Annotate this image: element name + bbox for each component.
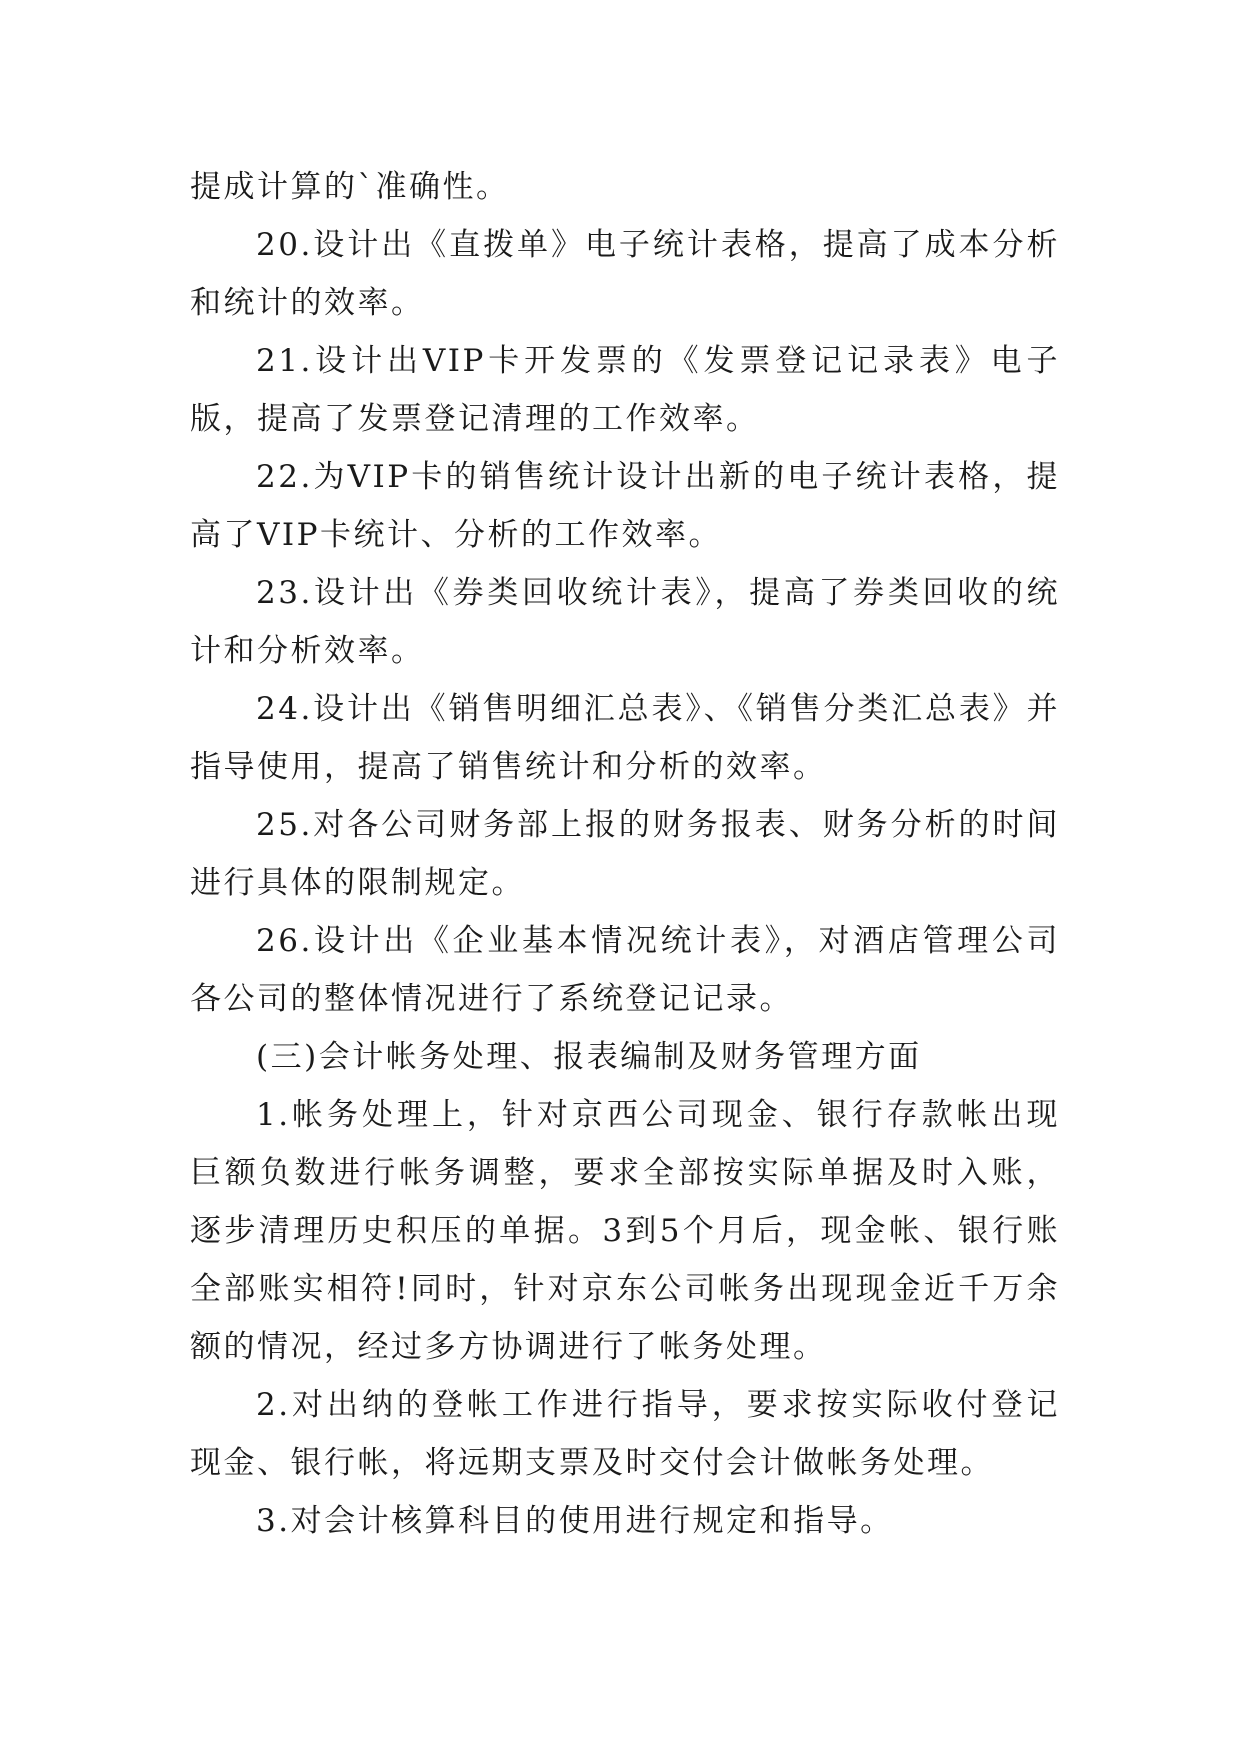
paragraph-item-3: 3.对会计核算科目的使用进行规定和指导。 [256,1503,894,1539]
paragraph-item-24: 24.设计出《销售明细汇总表》、《销售分类汇总表》并指导使用，提高了销售统计和分析的效率。 [190,691,1060,785]
paragraph-item-22: 22.为VIP卡的销售统计设计出新的电子统计表格，提高了VIP卡统计、分析的工作效率。 [190,459,1060,553]
paragraph-item-1: 1.帐务处理上，针对京西公司现金、银行存款帐出现巨额负数进行帐务调整，要求全部按实际单据及时入账，逐步清理历史积压的单据。3到5个月后，现金帐、银行账全部账实相符!同时，针对京东公司帐务出现现金近千万余额的情况，经过多方协调进行了帐务处理。 [190,1097,1060,1365]
paragraph-item-21: 21.设计出VIP卡开发票的《发票登记记录表》电子版，提高了发票登记清理的工作效率。 [190,343,1060,437]
paragraph-item-2: 2.对出纳的登帐工作进行指导，要求按实际收付登记现金、银行帐，将远期支票及时交付会计做帐务处理。 [190,1387,1060,1481]
paragraph-item-25: 25.对各公司财务部上报的财务报表、财务分析的时间进行具体的限制规定。 [190,807,1060,901]
paragraph-item-26: 26.设计出《企业基本情况统计表》，对酒店管理公司各公司的整体情况进行了系统登记记录。 [190,923,1060,1017]
paragraph-item-23: 23.设计出《券类回收统计表》，提高了券类回收的统计和分析效率。 [190,575,1060,669]
paragraph-continuation: 提成计算的`准确性。 [190,169,510,205]
section-heading: (三)会计帐务处理、报表编制及财务管理方面 [256,1039,922,1075]
document-body [190,158,1060,1550]
paragraph-item-20: 20.设计出《直拨单》电子统计表格，提高了成本分析和统计的效率。 [190,227,1060,321]
